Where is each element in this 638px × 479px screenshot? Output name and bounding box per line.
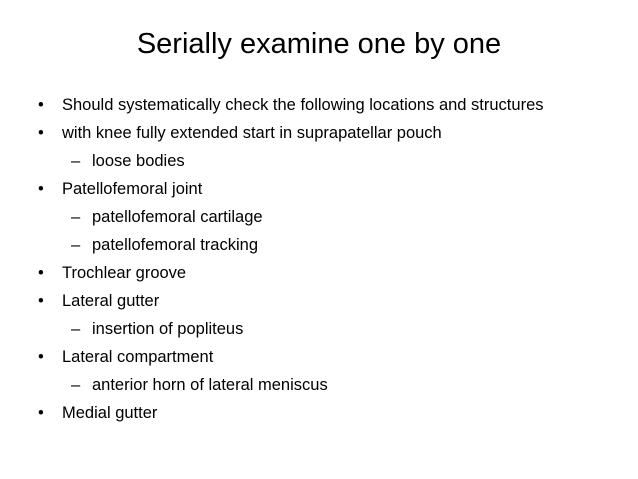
bullet-marker: •	[38, 124, 44, 142]
sub-bullet-text: insertion of popliteus	[92, 320, 244, 338]
bullet-item	[38, 259, 628, 287]
bullet-item	[38, 119, 628, 147]
sub-bullet-marker: –	[71, 376, 81, 394]
bullet-item	[38, 287, 628, 315]
bullet-text: Medial gutter	[62, 404, 158, 422]
bullet-text: Patellofemoral joint	[62, 180, 203, 198]
sub-bullet-text: anterior horn of lateral meniscus	[92, 376, 328, 394]
slide-title: Serially examine one by one	[136, 28, 502, 60]
sub-bullet-marker: –	[71, 152, 81, 170]
sub-bullet-item	[38, 231, 628, 259]
bullet-item	[38, 91, 628, 119]
sub-bullet-item	[38, 147, 628, 175]
sub-bullet-marker: –	[71, 236, 81, 254]
bullet-text: Should systematically check the following locations and structures	[62, 96, 544, 114]
bullet-item	[38, 343, 628, 371]
sub-bullet-item	[38, 203, 628, 231]
bullet-text: Lateral compartment	[62, 348, 214, 366]
bullet-item	[38, 399, 628, 427]
sub-bullet-text: patellofemoral tracking	[92, 236, 258, 254]
bullet-list	[38, 91, 628, 427]
bullet-item	[38, 175, 628, 203]
bullet-text: with knee fully extended start in suprapatellar pouch	[62, 124, 442, 142]
bullet-text: Lateral gutter	[62, 292, 160, 310]
bullet-marker: •	[38, 264, 44, 282]
bullet-marker: •	[38, 180, 44, 198]
bullet-marker: •	[38, 96, 44, 114]
bullet-marker: •	[38, 292, 44, 310]
sub-bullet-item	[38, 371, 628, 399]
bullet-text: Trochlear groove	[62, 264, 187, 282]
sub-bullet-text: patellofemoral cartilage	[92, 208, 263, 226]
bullet-marker: •	[38, 404, 44, 422]
sub-bullet-text: loose bodies	[92, 152, 185, 170]
sub-bullet-item	[38, 315, 628, 343]
sub-bullet-marker: –	[71, 208, 81, 226]
bullet-marker: •	[38, 348, 44, 366]
sub-bullet-marker: –	[71, 320, 81, 338]
